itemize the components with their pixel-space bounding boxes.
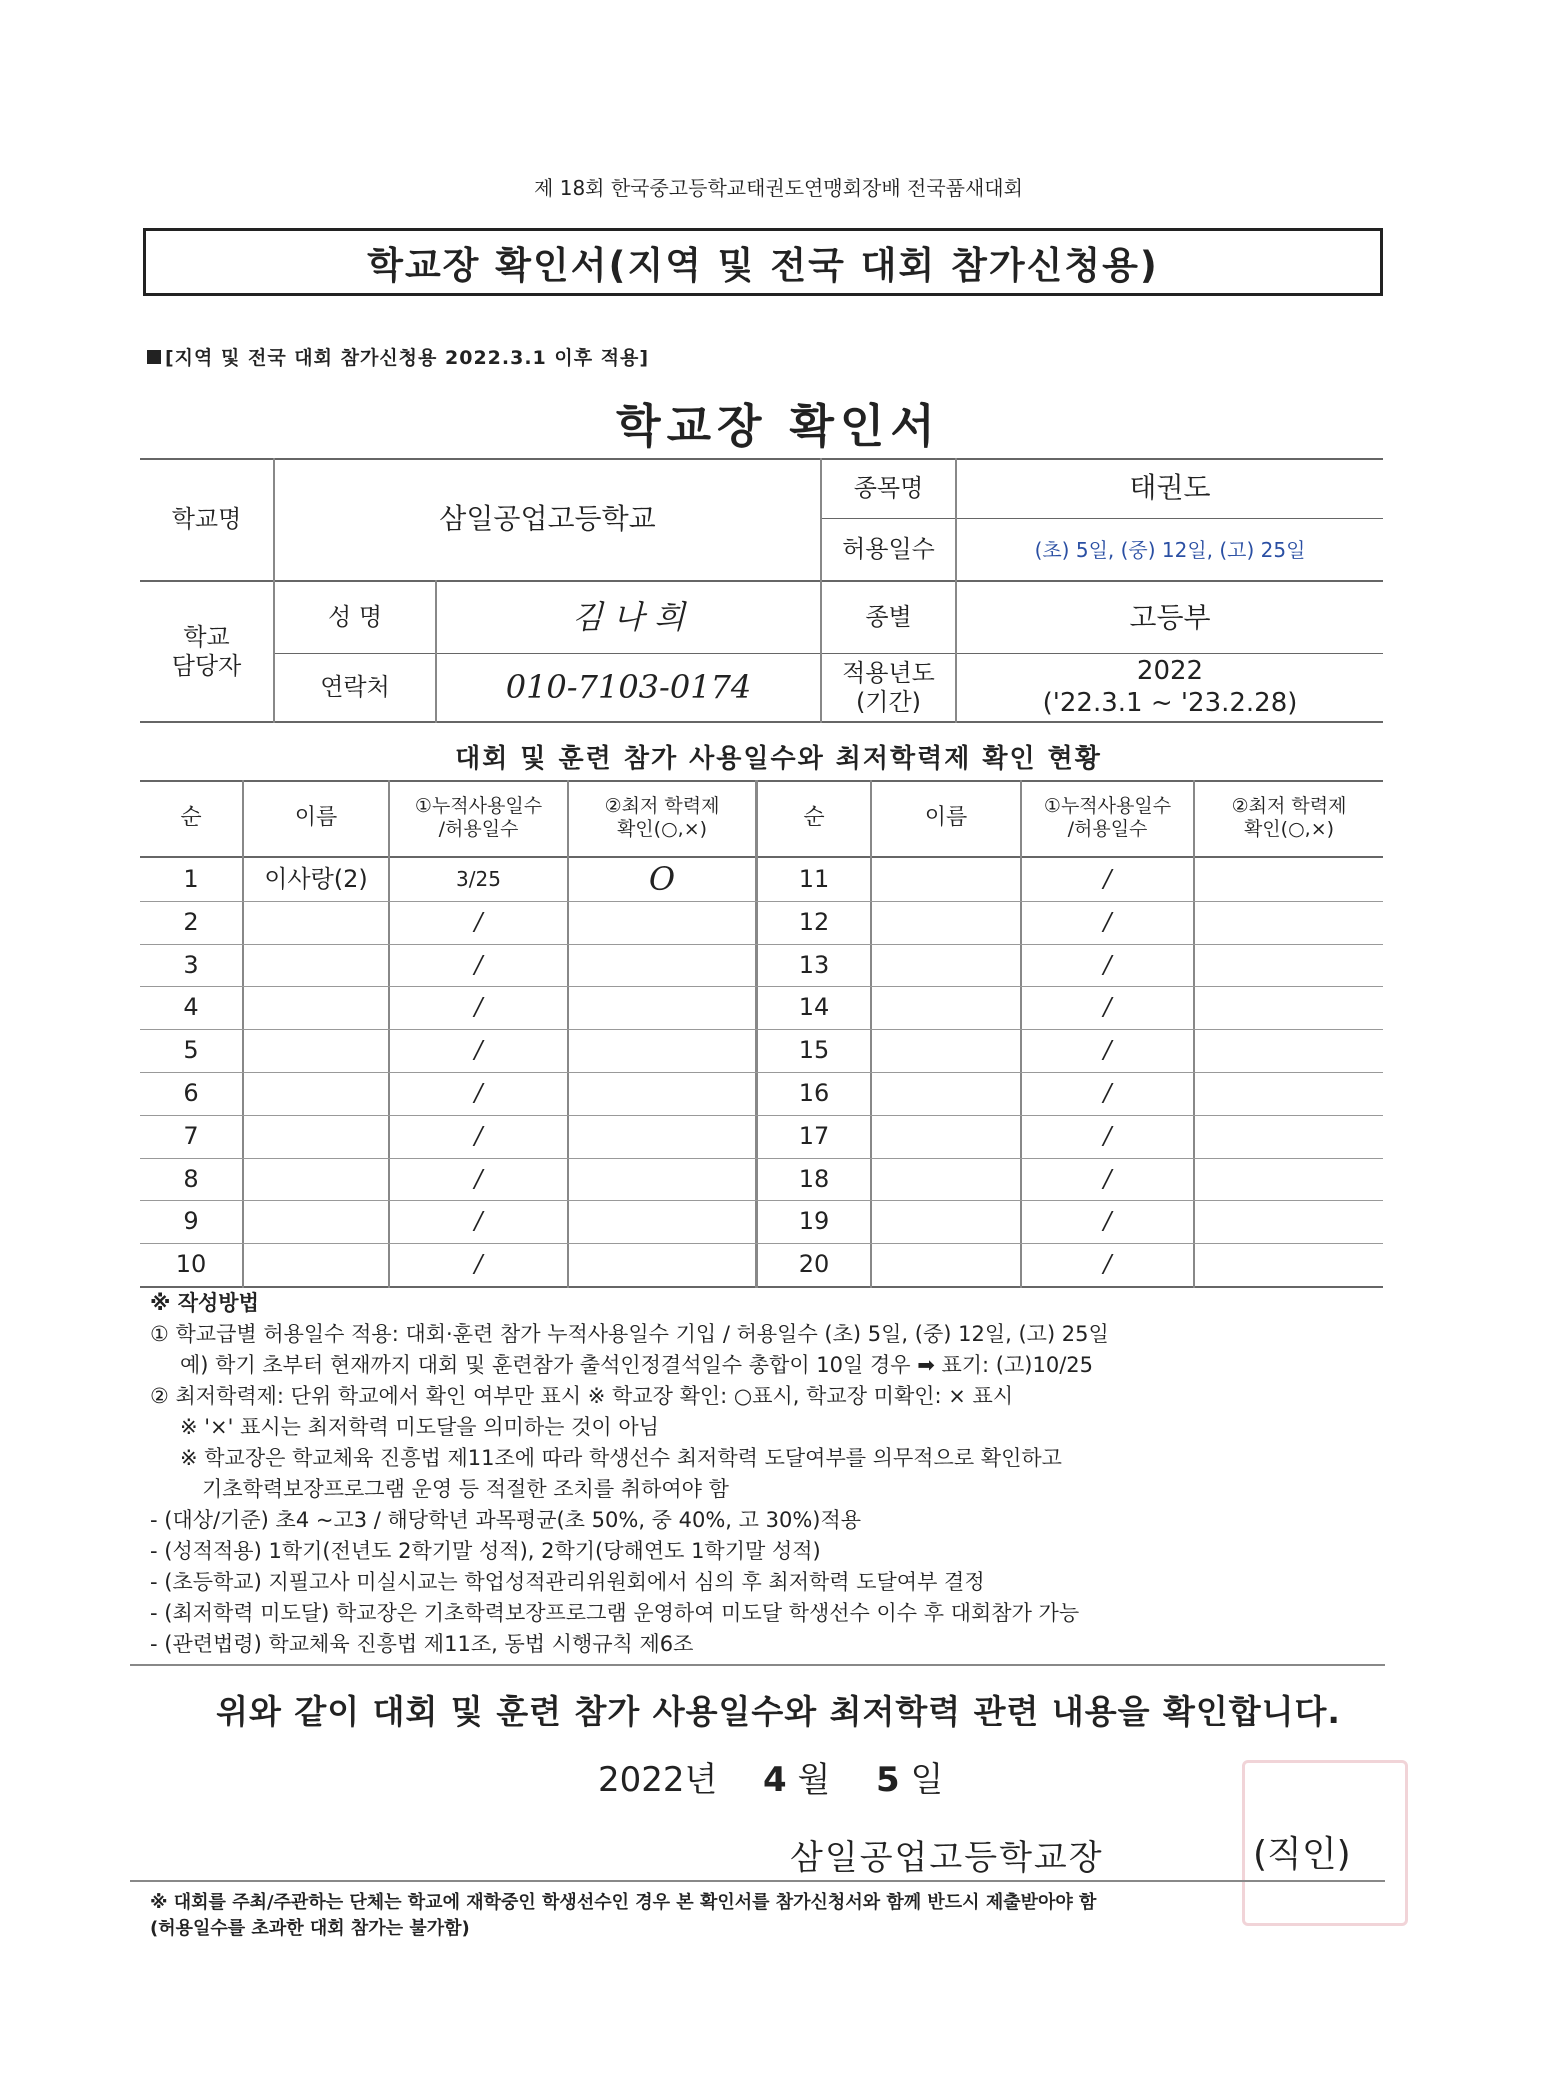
year-label xyxy=(822,654,955,721)
row-number: 1 xyxy=(183,865,199,893)
header-no: 순 xyxy=(803,804,825,830)
row-number: 19 xyxy=(798,1207,830,1236)
manager-label xyxy=(140,582,273,721)
header-name: 이름 xyxy=(924,804,968,830)
header-used-days-line1: ①누적사용일수 xyxy=(1043,795,1172,818)
year-value xyxy=(957,654,1383,721)
instruction-6: - (성적적용) 1학기(전년도 2학기말 성적), 2학기(당해연도 1학기말 성적) xyxy=(150,1539,821,1563)
contact-value: 010-7103-0174 xyxy=(505,668,752,707)
row-min-academic-check xyxy=(569,986,755,1029)
usage-table xyxy=(140,780,1383,1288)
manager-label-line2: 담당자 xyxy=(171,651,242,680)
row-used-days: / xyxy=(474,1164,483,1193)
header-min-academic xyxy=(1195,780,1383,856)
header-used-days xyxy=(1022,780,1193,856)
row-number: 8 xyxy=(183,1164,199,1193)
row-used-days: / xyxy=(1103,1250,1112,1279)
row-min-academic-check xyxy=(569,1029,755,1072)
row-used-days: / xyxy=(1103,950,1112,979)
row-min-academic-check xyxy=(569,1200,755,1243)
row-name xyxy=(244,1029,388,1072)
year-value-line2: ('22.3.1 ~ '23.2.28) xyxy=(1042,687,1298,718)
row-min-academic-check xyxy=(569,1158,755,1201)
instruction-7: - (초등학교) 지필고사 미실시교는 학업성적관리위원회에서 심의 후 최저학력 도달여부 결정 xyxy=(150,1570,985,1594)
instruction-4-cont: 기초학력보장프로그램 운영 등 적절한 조치를 취하여야 함 xyxy=(202,1477,729,1501)
manager-label-line1: 학교 xyxy=(183,622,230,651)
row-used-days: 3/25 xyxy=(456,867,501,892)
row-number: 16 xyxy=(798,1079,830,1107)
date-year: 2022년 xyxy=(598,1760,718,1800)
row-number: 12 xyxy=(798,907,830,936)
row-number: 2 xyxy=(183,907,199,936)
row-used-days: / xyxy=(1103,907,1112,936)
row-min-academic-check xyxy=(569,1072,755,1115)
instruction-4: ※ 학교장은 학교체육 진흥법 제11조에 따라 학생선수 최저학력 도달여부를 의무적으로 확인하고 xyxy=(180,1446,1062,1470)
confirmation-text: 위와 같이 대회 및 훈련 참가 사용일수와 최저학력 관련 내용을 확인합니다. xyxy=(216,1692,1341,1731)
date-line xyxy=(598,1752,943,1801)
row-used-days: / xyxy=(474,1079,483,1107)
row-name xyxy=(872,1115,1020,1158)
row-name xyxy=(244,1115,388,1158)
row-min-academic-check xyxy=(1195,858,1383,901)
contact-label: 연락처 xyxy=(320,673,390,702)
row-name xyxy=(872,1158,1020,1201)
date-month: 4 xyxy=(763,1760,787,1800)
row-name: 이사랑(2) xyxy=(264,865,368,893)
footer-note-line2: (허용일수를 초과한 대회 참가는 불가함) xyxy=(150,1918,470,1939)
division-value: 고등부 xyxy=(1129,600,1211,634)
row-min-academic-check xyxy=(569,901,755,944)
divider xyxy=(130,1880,1385,1882)
header-min-academic-line2: 확인(○,×) xyxy=(1243,818,1335,840)
form-note-text: [지역 및 전국 대회 참가신청용 2022.3.1 이후 적용] xyxy=(165,347,650,369)
date-day-unit: 일 xyxy=(910,1760,944,1800)
square-bullet-icon xyxy=(147,350,161,364)
header-min-academic-line1: ②최저 학력제 xyxy=(604,795,720,818)
row-used-days: / xyxy=(1103,1207,1112,1236)
year-label-line1: 적용년도 xyxy=(842,658,935,687)
seal-label: (직인) xyxy=(1253,1834,1351,1875)
instruction-2: ② 최저학력제: 단위 학교에서 확인 여부만 표시 ※ 학교장 확인: ○표시, 학교장 미확인: × 표시 xyxy=(150,1384,1014,1408)
row-name xyxy=(872,1200,1020,1243)
allowed-days-label: 허용일수 xyxy=(842,535,935,564)
row-used-days: / xyxy=(474,1121,483,1150)
row-min-academic-check xyxy=(1195,1158,1383,1201)
manager-name-value: 김 나 희 xyxy=(571,598,686,637)
school-value: 삼일공업고등학교 xyxy=(439,502,656,536)
row-used-days: / xyxy=(1103,1164,1112,1193)
event-value: 태권도 xyxy=(1129,471,1211,505)
row-name xyxy=(244,1200,388,1243)
row-name xyxy=(872,858,1020,901)
header-name: 이름 xyxy=(294,804,338,830)
row-used-days: / xyxy=(1103,1079,1112,1107)
row-number: 5 xyxy=(183,1036,199,1065)
row-number: 6 xyxy=(183,1079,199,1107)
document-heading xyxy=(143,228,1383,296)
header-used-days-line1: ①누적사용일수 xyxy=(414,795,543,818)
row-min-academic-check xyxy=(1195,944,1383,987)
row-number: 14 xyxy=(798,993,830,1022)
instruction-5: - (대상/기준) 초4 ~고3 / 해당학년 과목평균(초 50%, 중 40%, 고 30%)적용 xyxy=(150,1508,862,1532)
row-number: 18 xyxy=(798,1164,830,1193)
row-min-academic-check xyxy=(569,944,755,987)
row-name xyxy=(872,1072,1020,1115)
row-number: 10 xyxy=(175,1250,207,1279)
row-number: 4 xyxy=(183,993,199,1022)
row-used-days: / xyxy=(1103,865,1112,893)
divider xyxy=(130,1664,1385,1666)
info-table xyxy=(140,458,1383,723)
row-number: 3 xyxy=(183,950,199,979)
row-used-days: / xyxy=(1103,1036,1112,1065)
row-number: 20 xyxy=(798,1250,830,1279)
row-min-academic-check xyxy=(569,1115,755,1158)
row-min-academic-check xyxy=(1195,901,1383,944)
event-label: 종목명 xyxy=(853,473,924,502)
row-min-academic-check xyxy=(569,1243,755,1286)
row-name xyxy=(244,1243,388,1286)
school-label: 학교명 xyxy=(171,504,242,533)
row-min-academic-check xyxy=(1195,1115,1383,1158)
row-min-academic-check xyxy=(1195,1029,1383,1072)
name-label: 성 명 xyxy=(328,603,382,632)
row-used-days: / xyxy=(474,907,483,936)
row-number: 11 xyxy=(798,865,830,893)
row-name xyxy=(872,944,1020,987)
header-min-academic-line2: 확인(○,×) xyxy=(616,818,708,840)
footer-note xyxy=(150,1890,1096,1942)
row-name xyxy=(872,1243,1020,1286)
row-name xyxy=(244,1072,388,1115)
row-used-days: / xyxy=(474,1250,483,1279)
header-no: 순 xyxy=(180,804,202,830)
instruction-3: ※ '×' 표시는 최저학력 미도달을 의미하는 것이 아님 xyxy=(180,1415,659,1439)
row-name xyxy=(872,901,1020,944)
instruction-1: ① 학교급별 허용일수 적용: 대회·훈련 참가 누적사용일수 기입 / 허용일수 (초) 5일, (중) 12일, (고) 25일 xyxy=(150,1322,1109,1346)
row-number: 7 xyxy=(183,1121,199,1150)
date-day: 5 xyxy=(875,1760,900,1800)
row-used-days: / xyxy=(474,950,483,979)
row-name xyxy=(244,901,388,944)
footer-note-line1: ※ 대회를 주최/주관하는 단체는 학교에 재학중인 학생선수인 경우 본 확인서를 참가신청서와 함께 반드시 제출받아야 함 xyxy=(150,1892,1097,1913)
year-value-line1: 2022 xyxy=(1136,656,1204,687)
document-heading-text: 학교장 확인서(지역 및 전국 대회 참가신청용) xyxy=(367,244,1159,287)
date-month-unit: 월 xyxy=(797,1760,831,1800)
header-min-academic-line1: ②최저 학력제 xyxy=(1231,795,1347,818)
instruction-8: - (최저학력 미도달) 학교장은 기초학력보장프로그램 운영하여 미도달 학생선수 이수 후 대회참가 가능 xyxy=(150,1601,1080,1625)
instruction-9: - (관련법령) 학교체육 진흥법 제11조, 동법 시행규칙 제6조 xyxy=(150,1632,694,1656)
row-min-academic-check xyxy=(1195,1072,1383,1115)
row-min-academic-check xyxy=(1195,1243,1383,1286)
row-min-academic-check: O xyxy=(648,860,676,899)
event-title: 제 18회 한국중고등학교태권도연맹회장배 전국품새대회 xyxy=(534,176,1023,200)
form-title: 학교장 확인서 xyxy=(616,399,941,453)
row-used-days: / xyxy=(474,993,483,1022)
row-number: 17 xyxy=(798,1121,830,1150)
row-name xyxy=(872,1029,1020,1072)
row-name xyxy=(244,1158,388,1201)
instructions xyxy=(150,1288,1390,1660)
principal-name: 삼일공업고등학교장 xyxy=(790,1838,1104,1878)
row-used-days: / xyxy=(474,1036,483,1065)
table-border xyxy=(140,721,1383,723)
instruction-1-example: 예) 학기 초부터 현재까지 대회 및 훈련참가 출석인정결석일수 총합이 10일 경우 ➡ 표기: (고)10/25 xyxy=(180,1353,1093,1377)
row-name xyxy=(872,986,1020,1029)
header-used-days-line2: /허용일수 xyxy=(1067,818,1148,840)
row-used-days: / xyxy=(1103,1121,1112,1150)
row-used-days: / xyxy=(474,1207,483,1236)
form-note xyxy=(147,343,649,370)
row-number: 15 xyxy=(798,1036,830,1065)
header-min-academic xyxy=(569,780,755,856)
row-name xyxy=(244,944,388,987)
row-min-academic-check xyxy=(1195,986,1383,1029)
row-number: 13 xyxy=(798,950,830,979)
allowed-days-value: (초) 5일, (중) 12일, (고) 25일 xyxy=(1034,537,1306,562)
row-number: 9 xyxy=(183,1207,199,1236)
section-title: 대회 및 훈련 참가 사용일수와 최저학력제 확인 현황 xyxy=(455,744,1102,774)
row-name xyxy=(244,986,388,1029)
header-used-days-line2: /허용일수 xyxy=(438,818,519,840)
instructions-heading: ※ 작성방법 xyxy=(150,1291,259,1315)
row-min-academic-check xyxy=(1195,1200,1383,1243)
year-label-line2: (기간) xyxy=(855,687,922,716)
division-label: 종별 xyxy=(865,603,912,632)
header-used-days xyxy=(390,780,567,856)
row-used-days: / xyxy=(1103,993,1112,1022)
